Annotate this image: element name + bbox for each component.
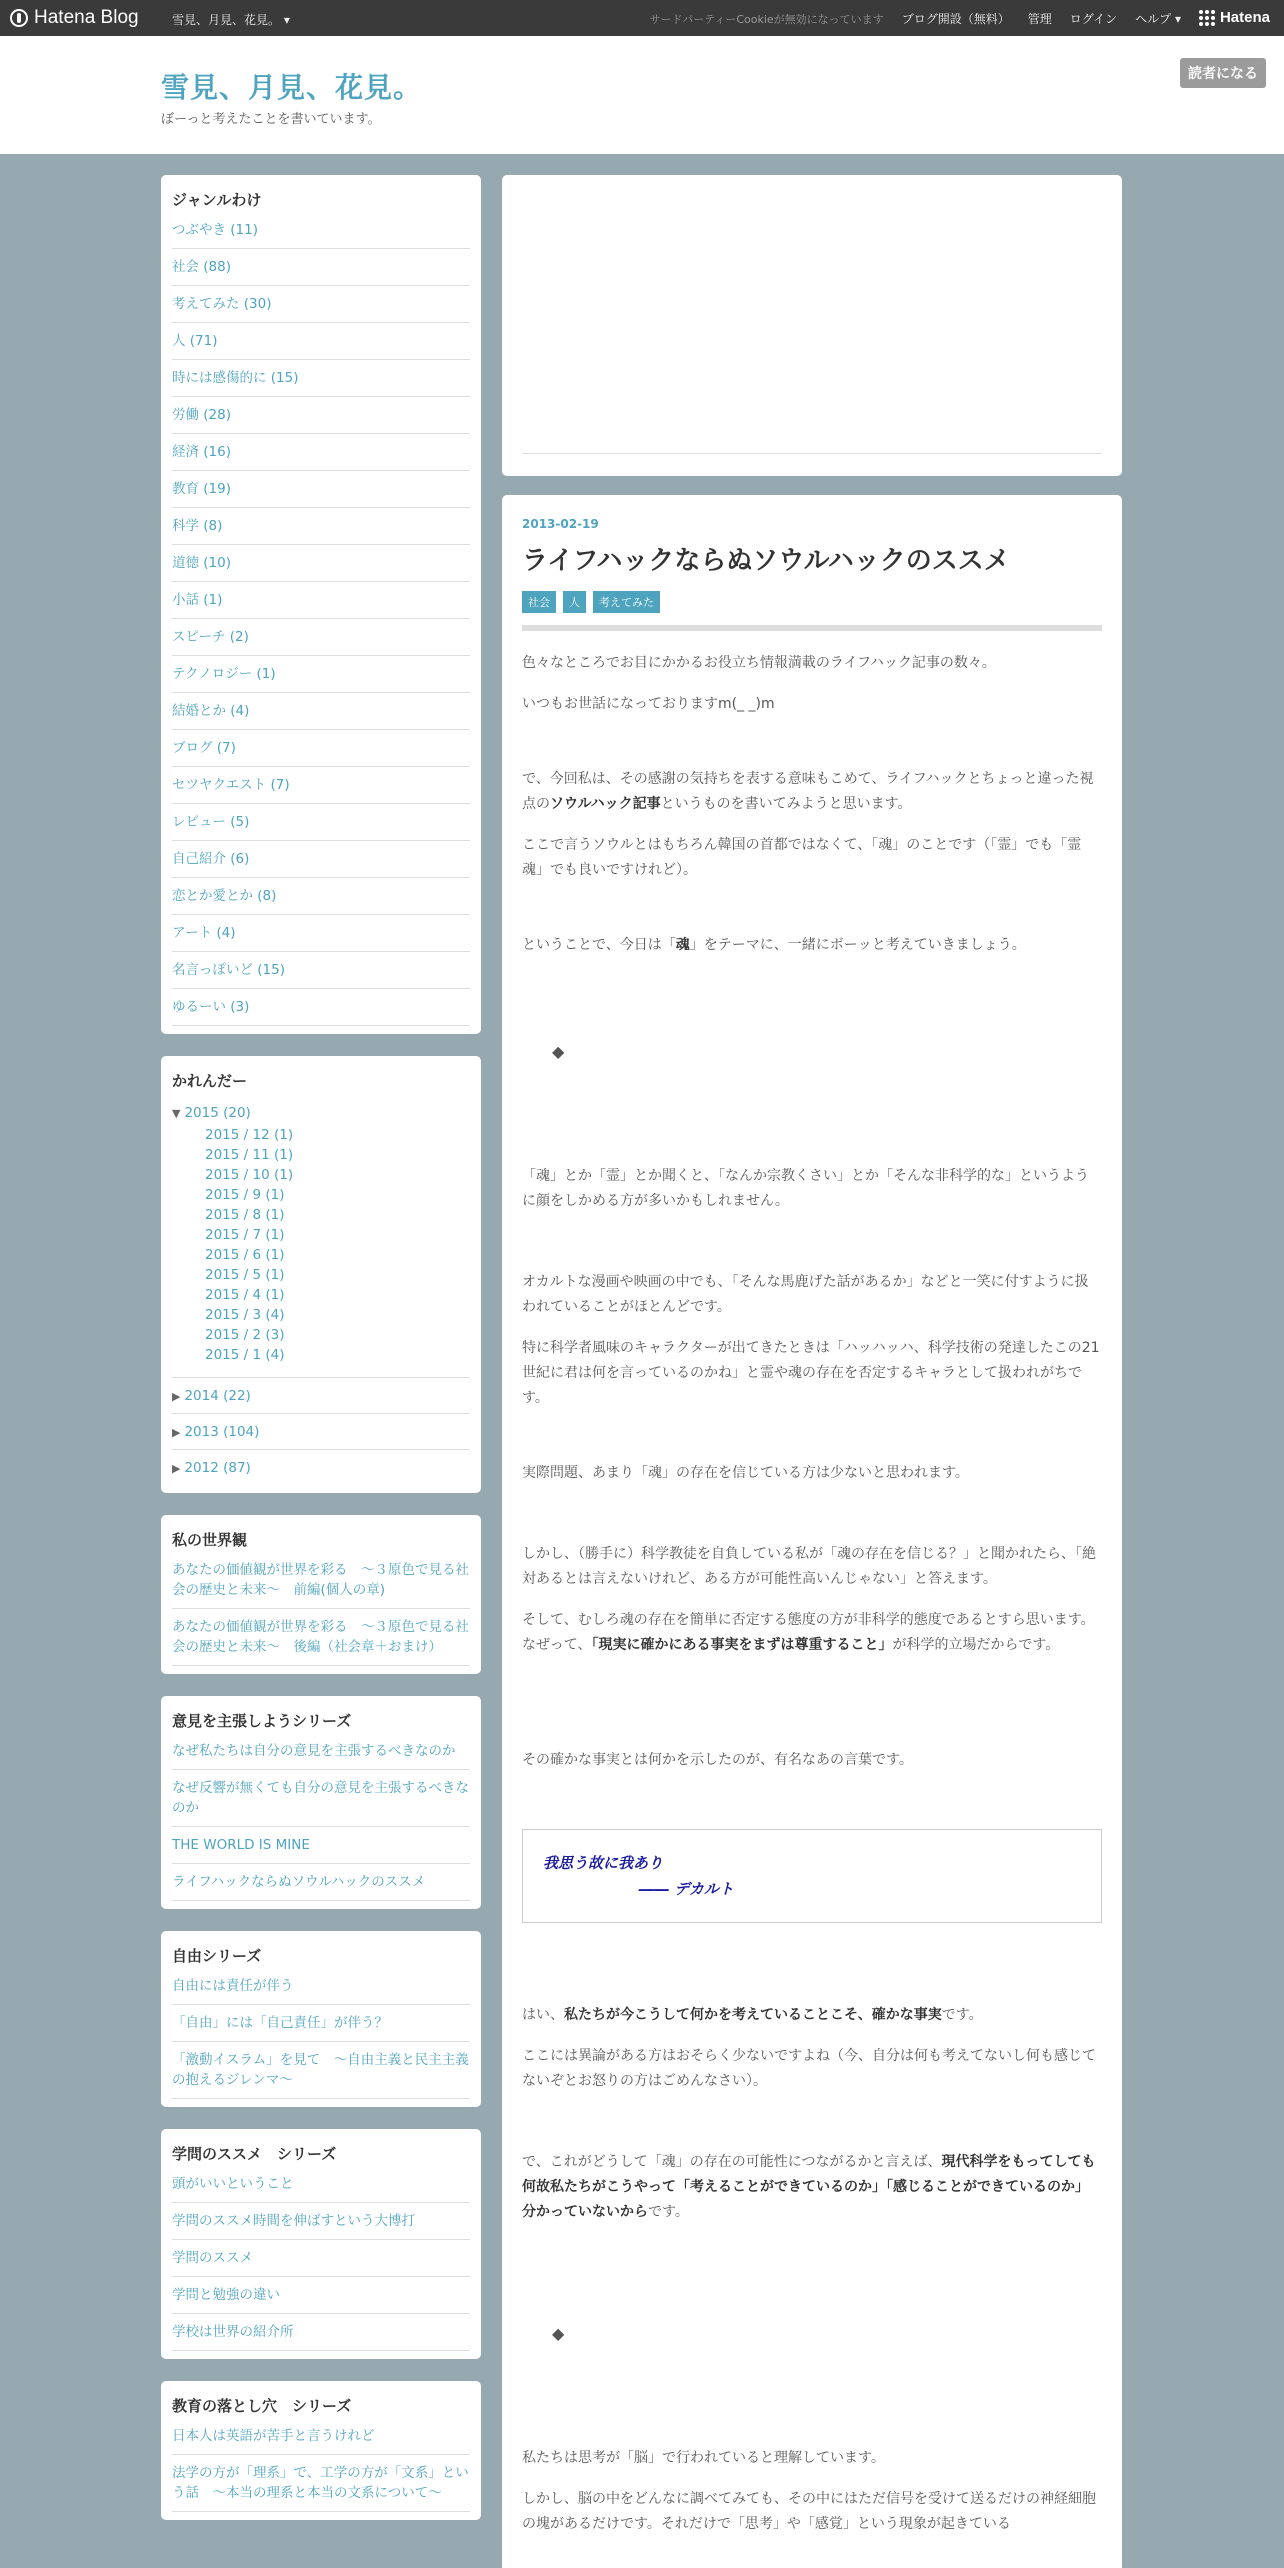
module-title: 意見を主張しようシリーズ [172,1712,352,1730]
paragraph: しかし、脳の中をどんなに調べてみても、その中にはただ信号を受けて送るだけの神経細胞の塊があるだけです。それだけで「思考」や「感覚」という現象が起きている [522,2491,1096,2532]
blog-description: ぼーっと考えたことを書いています。 [161,112,381,127]
category-link[interactable]: 科学 (8) [172,508,470,545]
module-title: 自由シリーズ [172,1947,262,1965]
series-link[interactable]: 頭がいいということ [172,2174,470,2203]
education-series-module [161,2381,481,2520]
series-link[interactable]: 学問のススメ [172,2240,470,2277]
paragraph: そして、むしろ魂の存在を簡単に否定する態度の方が非科学的態度であるとすら思います。なぜって、「現実に確かにある事実をまずは尊重すること」が科学的立場だからです。 [522,1612,1095,1653]
series-link[interactable]: あなたの価値観が世界を彩る ～３原色で見る社会の歴史と未来～ 前編(個人の章) [172,1560,470,1609]
archive-month-link[interactable]: 2015 / 8 (1) [205,1207,285,1223]
category-link[interactable]: 時には感傷的に (15) [172,360,470,397]
series-link[interactable]: 「自由」には「自己責任」が伴う？ [172,2005,470,2042]
hatena-label: Hatena [1219,9,1270,26]
global-header [0,0,1284,36]
archive-month-link[interactable]: 2015 / 10 (1) [205,1167,294,1183]
section-divider-diamond: ◆ [552,2324,565,2343]
paragraph: オカルトな漫画や映画の中でも、「そんな馬鹿げた話があるか」などと一笑に付すように扱われていることがほとんどです。 [522,1274,1089,1315]
category-link[interactable]: 名言っぽいど (15) [172,952,470,989]
series-link[interactable]: 日本人は英語が苦手と言うけれど [172,2426,470,2455]
category-link[interactable]: セツヤクエスト (7) [172,767,470,804]
hatena-blog-logo[interactable] [10,7,139,29]
archive-month-link[interactable]: 2015 / 3 (4) [205,1307,285,1323]
global-nav [649,10,1270,27]
series-link[interactable]: あなたの価値観が世界を彩る ～３原色で見る社会の歴史と未来～ 後編（社会章＋おまけ） [172,1609,470,1666]
paragraph: ここで言うソウルとはもちろん韓国の首都ではなくて、「魂」のことです（「霊」でも「霊魂」でも良いですけれど）。 [522,837,1082,878]
quote-text: 我思う故に我あり [543,1854,664,1872]
category-link[interactable]: 労働 (28) [172,397,470,434]
series-link[interactable]: 法学の方が「理系」で、工学の方が「文系」という話 ～本当の理系と本当の文系について～ [172,2455,470,2512]
archive-year-link[interactable]: ▶ 2013 (104) [172,1413,470,1449]
paragraph: いつもお世話になっておりますm(_ _)m [522,696,775,712]
entry-body [522,651,1102,2537]
start-blog-link[interactable]: ブログ開設（無料） [901,12,1010,26]
category-tag[interactable]: 社会 [522,591,556,613]
category-link[interactable]: 教育 (19) [172,471,470,508]
series-link[interactable]: なぜ反響が無くても自分の意見を主張するべきなのか [172,1770,470,1827]
blog-header [0,36,1284,154]
category-link[interactable]: 恋とか愛とか (8) [172,878,470,915]
module-title: 教育の落とし穴 シリーズ [172,2397,352,2415]
series-link[interactable]: 学校は世界の紹介所 [172,2314,470,2351]
title-divider [522,625,1102,631]
admin-link[interactable]: 管理 [1027,12,1052,26]
archive-month-link[interactable]: 2015 / 7 (1) [205,1227,285,1243]
category-link[interactable]: レビュー (5) [172,804,470,841]
entry-categories [522,591,1102,613]
series-link[interactable]: ライフハックならぬソウルハックのススメ [172,1864,470,1901]
category-link[interactable]: 考えてみた (30) [172,286,470,323]
subscribe-button[interactable]: 読者になる [1180,58,1266,88]
hatena-menu[interactable] [1199,9,1270,26]
archive-month-link[interactable]: 2015 / 2 (3) [205,1327,285,1343]
category-link[interactable]: 道徳 (10) [172,545,470,582]
archive-month-link[interactable]: 2015 / 12 (1) [205,1127,294,1143]
module-title: かれんだー [172,1072,248,1090]
module-title: 学問のススメ シリーズ [172,2145,337,2163]
archive-month-link[interactable]: 2015 / 4 (1) [205,1287,285,1303]
hatena-blog-logo-icon [10,9,28,27]
series-link[interactable]: 学問と勉強の違い [172,2277,470,2314]
series-link[interactable]: 学問のススメ時間を伸ばすという大博打 [172,2203,470,2240]
login-link[interactable]: ログイン [1069,12,1118,26]
category-link[interactable]: 小話 (1) [172,582,470,619]
paragraph: 特に科学者風味のキャラクターが出てきたときは「ハッハッハ、科学技術の発達したこの21世紀に君は何を言っているのかね」と霊や魂の存在を否定するキャラとして扱われがちです。 [522,1340,1100,1406]
blog-title[interactable]: 雪見、月見、花見。 [161,71,423,104]
expanded-triangle-icon: ▼ [172,1107,181,1120]
category-link[interactable]: スピーチ (2) [172,619,470,656]
help-menu[interactable]: ヘルプ ▾ [1135,12,1181,26]
calendar-module [161,1056,481,1493]
module-title: 私の世界観 [172,1531,248,1549]
entry-title[interactable]: ライフハックならぬソウルハックのススメ [522,546,1010,576]
paragraph: で、これがどうして「魂」の存在の可能性につながるかと言えば、現代科学をもってしても何故私たちがこうやって「考えることができているのか」「感じることができているのか」分かっていないからです。 [522,2154,1096,2220]
series-link[interactable]: THE WORLD IS MINE [172,1827,470,1864]
archive-month-link[interactable]: 2015 / 6 (1) [205,1247,285,1263]
blog-selector[interactable]: 雪見、月見、花見。 ▾ [172,13,290,27]
ad-area [502,175,1122,476]
genre-module [161,175,481,1034]
series-link[interactable]: 「激動イスラム」を見て ～自由主義と民主主義の抱えるジレンマ～ [172,2042,470,2099]
logo-text: Hatena Blog [34,7,139,28]
category-link[interactable]: 社会 (88) [172,249,470,286]
paragraph: 色々なところでお目にかかるお役立ち情報満載のライフハック記事の数々。 [522,655,996,671]
paragraph: 「魂」とか「霊」とか聞くと、「なんか宗教くさい」とか「そんな非科学的な」というように顔をしかめる方が多いかもしれません。 [522,1168,1089,1209]
paragraph: 私たちは思考が「脳」で行われていると理解しています。 [522,2450,885,2466]
cookie-notice: サードパーティーCookieが無効になっています [649,12,884,26]
opinion-series-module [161,1696,481,1909]
paragraph: しかし、（勝手に）科学教徒を自負している私が「魂の存在を信じる？」と聞かれたら、「絶対あるとは言えないけれど、ある方が可能性高いんじゃない」と答えます。 [522,1546,1096,1587]
worldview-module [161,1515,481,1674]
paragraph: ということで、今日は「魂」をテーマに、一緒にボーッと考えていきましょう。 [522,937,1026,953]
paragraph: ここには異論がある方はおそらく少ないですよね（今、自分は何も考えてないし何も感じてないぞとお怒りの方はごめんなさい）。 [522,2048,1096,2089]
series-link[interactable]: なぜ私たちは自分の意見を主張するべきなのか [172,1741,470,1770]
category-link[interactable]: テクノロジー (1) [172,656,470,693]
category-tag[interactable]: 人 [563,591,586,613]
paragraph: はい、私たちが今こうして何かを考えていることこそ、確かな事実です。 [522,2007,983,2023]
study-series-module [161,2129,481,2359]
category-link[interactable]: 自己紹介 (6) [172,841,470,878]
category-link[interactable]: ゆるーい (3) [172,989,470,1026]
collapsed-triangle-icon: ▶ [172,1426,181,1439]
category-link[interactable]: ブログ (7) [172,730,470,767]
category-link[interactable]: アート (4) [172,915,470,952]
sidebar [161,175,481,2542]
archive-year-link[interactable]: ▶ 2012 (87) [172,1449,470,1485]
quote-author: ―― デカルト [639,1880,734,1898]
archive-year-link[interactable]: ▶ 2014 (22) [172,1377,470,1413]
archive-month-link[interactable]: 2015 / 9 (1) [205,1187,285,1203]
series-link[interactable]: 自由には責任が伴う [172,1976,470,2005]
collapsed-triangle-icon: ▶ [172,1390,181,1403]
collapsed-triangle-icon: ▶ [172,1462,181,1475]
category-link[interactable]: 結婚とか (4) [172,693,470,730]
hatena-dots-icon [1199,10,1215,26]
archive-year-2015[interactable]: ▼ 2015 (20) [172,1105,251,1121]
archive-month-link[interactable]: 2015 / 1 (4) [205,1347,285,1363]
archive-month-link[interactable]: 2015 / 5 (1) [205,1267,285,1283]
category-link[interactable]: 人 (71) [172,323,470,360]
module-title: ジャンルわけ [172,191,262,209]
paragraph: で、今回私は、その感謝の気持ちを表する意味もこめて、ライフハックとちょっと違った視点のソウルハック記事というものを書いてみようと思います。 [522,771,1094,812]
entry-date[interactable]: 2013-02-19 [522,517,599,531]
blockquote [522,1829,1102,1923]
paragraph: その確かな事実とは何かを示したのが、有名なあの言葉です。 [522,1752,913,1768]
section-divider-diamond: ◆ [552,1042,565,1061]
category-link[interactable]: 経済 (16) [172,434,470,471]
entry [502,495,1122,2568]
category-tag[interactable]: 考えてみた [593,591,660,613]
paragraph: 実際問題、あまり「魂」の存在を信じている方は少ないと思われます。 [522,1465,969,1481]
archive-month-link[interactable]: 2015 / 11 (1) [205,1147,294,1163]
category-link[interactable]: つぶやき (11) [172,220,470,249]
freedom-series-module [161,1931,481,2107]
